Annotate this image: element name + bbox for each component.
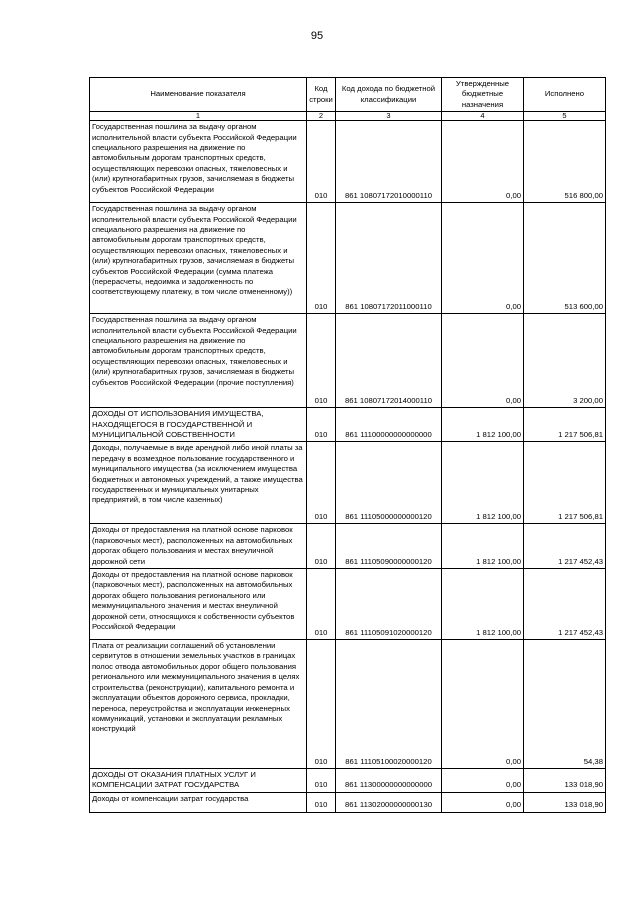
table-row <box>90 203 606 314</box>
income-code: 861 11302000000000130 <box>336 792 442 812</box>
column-number: 2 <box>307 112 336 121</box>
indicator-name: Доходы от предоставления на платной основе парковок (парковочных мест), расположенных на автомобильных дорогах общего пользования регионального или межмуниципального значения и местах внеуличной дорожной сети, относящихся к собственности субъектов Российской Федерации <box>90 569 307 640</box>
table-row <box>90 524 606 569</box>
approved-amount: 1 812 100,00 <box>442 569 524 640</box>
header-income-code: Код дохода по бюджетной классификации <box>336 78 442 112</box>
line-code: 010 <box>307 314 336 408</box>
income-report-table <box>89 77 606 813</box>
indicator-name: ДОХОДЫ ОТ ОКАЗАНИЯ ПЛАТНЫХ УСЛУГ И КОМПЕНСАЦИИ ЗАТРАТ ГОСУДАРСТВА <box>90 769 307 793</box>
header-executed: Исполнено <box>524 78 606 112</box>
line-code: 010 <box>307 769 336 793</box>
executed-amount: 1 217 506,81 <box>524 442 606 524</box>
indicator-name: Плата от реализации соглашений об установлении сервитутов в отношении земельных участков в границах полос отвода автомобильных дорог общего пользования регионального или межмуниципального значения в целях строительства (реконструкции), капитального ремонта и эксплуатации объектов дорожного сервиса, прокладки, переноса, переустройства и эксплуатации инженерных коммуникаций, установки и эксплуатации рекламных конструкций <box>90 640 307 769</box>
table-row <box>90 569 606 640</box>
income-code: 861 10807172014000110 <box>336 314 442 408</box>
line-code: 010 <box>307 640 336 769</box>
table-row <box>90 769 606 793</box>
line-code: 010 <box>307 442 336 524</box>
income-code: 861 11105000000000120 <box>336 442 442 524</box>
table-row <box>90 442 606 524</box>
approved-amount: 1 812 100,00 <box>442 442 524 524</box>
executed-amount: 133 018,90 <box>524 792 606 812</box>
line-code: 010 <box>307 569 336 640</box>
header-row <box>90 78 606 112</box>
page-number: 95 <box>310 30 324 42</box>
column-number: 1 <box>90 112 307 121</box>
table-row <box>90 408 606 442</box>
approved-amount: 1 812 100,00 <box>442 408 524 442</box>
approved-amount: 1 812 100,00 <box>442 524 524 569</box>
approved-amount: 0,00 <box>442 769 524 793</box>
executed-amount: 1 217 506,81 <box>524 408 606 442</box>
line-code: 010 <box>307 121 336 203</box>
indicator-name: Государственная пошлина за выдачу органом исполнительной власти субъекта Российской Федерации специального разрешения на движение по автомобильным дорогам транспортных средств, осуществляющих перевозки опасных, тяжеловесных и (или) крупногабаритных грузов, зачисляемая в бюджеты субъектов Российской Федерации <box>90 121 307 203</box>
approved-amount: 0,00 <box>442 203 524 314</box>
approved-amount: 0,00 <box>442 314 524 408</box>
executed-amount: 3 200,00 <box>524 314 606 408</box>
table-row <box>90 121 606 203</box>
header-approved: Утвержденные бюджетные назначения <box>442 78 524 112</box>
header-number-row <box>90 112 606 121</box>
line-code: 010 <box>307 408 336 442</box>
approved-amount: 0,00 <box>442 121 524 203</box>
income-code: 861 11105100020000120 <box>336 640 442 769</box>
income-code: 861 11105090000000120 <box>336 524 442 569</box>
approved-amount: 0,00 <box>442 640 524 769</box>
header-line-code: Код строки <box>307 78 336 112</box>
indicator-name: Доходы от компенсации затрат государства <box>90 792 307 812</box>
indicator-name: ДОХОДЫ ОТ ИСПОЛЬЗОВАНИЯ ИМУЩЕСТВА, НАХОДЯЩЕГОСЯ В ГОСУДАРСТВЕННОЙ И МУНИЦИПАЛЬНОЙ СОБСТВЕННОСТИ <box>90 408 307 442</box>
executed-amount: 516 800,00 <box>524 121 606 203</box>
income-code: 861 10807172011000110 <box>336 203 442 314</box>
executed-amount: 1 217 452,43 <box>524 569 606 640</box>
column-number: 4 <box>442 112 524 121</box>
header-indicator-name: Наименование показателя <box>90 78 307 112</box>
line-code: 010 <box>307 524 336 569</box>
approved-amount: 0,00 <box>442 792 524 812</box>
table-row <box>90 792 606 812</box>
indicator-name: Государственная пошлина за выдачу органом исполнительной власти субъекта Российской Федерации специального разрешения на движение по автомобильным дорогам транспортных средств, осуществляющих перевозки опасных, тяжеловесных и (или) крупногабаритных грузов, зачисляемая в бюджеты субъектов Российской Федерации (сумма платежа (перерасчеты, недоимка и задолженность по соответствующему платежу, в том числе отмененному)) <box>90 203 307 314</box>
indicator-name: Государственная пошлина за выдачу органом исполнительной власти субъекта Российской Федерации специального разрешения на движение по автомобильным дорогам транспортных средств, осуществляющих перевозки опасных, тяжеловесных и (или) крупногабаритных грузов, зачисляемая в бюджеты субъектов Российской Федерации (прочие поступления) <box>90 314 307 408</box>
indicator-name: Доходы от предоставления на платной основе парковок (парковочных мест), расположенных на автомобильных дорогах общего пользования и местах внеуличной дорожной сети <box>90 524 307 569</box>
income-code: 861 10807172010000110 <box>336 121 442 203</box>
line-code: 010 <box>307 792 336 812</box>
executed-amount: 513 600,00 <box>524 203 606 314</box>
executed-amount: 133 018,90 <box>524 769 606 793</box>
income-code: 861 11300000000000000 <box>336 769 442 793</box>
table-row <box>90 640 606 769</box>
income-code: 861 11100000000000000 <box>336 408 442 442</box>
income-code: 861 11105091020000120 <box>336 569 442 640</box>
line-code: 010 <box>307 203 336 314</box>
executed-amount: 1 217 452,43 <box>524 524 606 569</box>
executed-amount: 54,38 <box>524 640 606 769</box>
column-number: 3 <box>336 112 442 121</box>
table-row <box>90 314 606 408</box>
column-number: 5 <box>524 112 606 121</box>
indicator-name: Доходы, получаемые в виде арендной либо иной платы за передачу в возмездное пользование государственного и муниципального имущества (за исключением имущества бюджетных и автономных учреждений, а также имущества государственных и муниципальных унитарных предприятий, в том числе казенных) <box>90 442 307 524</box>
